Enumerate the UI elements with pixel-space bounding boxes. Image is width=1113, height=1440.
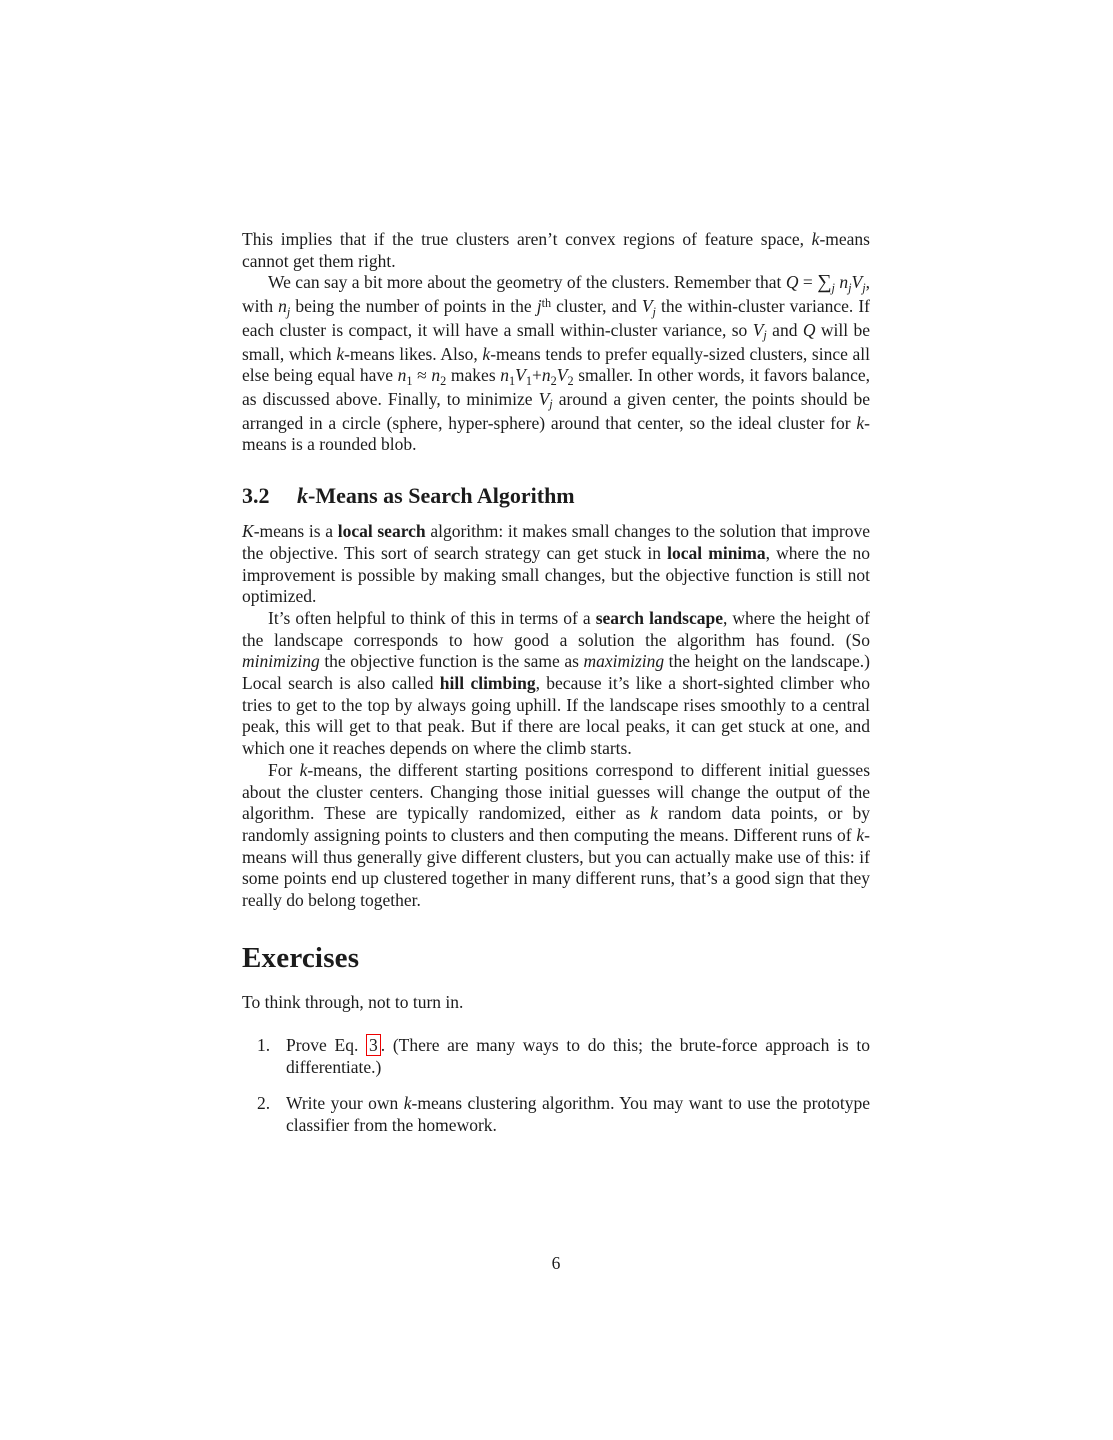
math-run: j [536,296,542,317]
paragraph [242,521,870,608]
math-run: n [500,365,510,386]
text-run: the objective function is the same as [319,651,584,672]
list-item-body [286,1093,870,1135]
math-run: Q [802,319,816,340]
text-run: , where the height of the landscape corresponds to how good a solution the algorithm has found. (So [242,607,870,650]
text-run: local minima [667,542,766,563]
paragraph [242,272,870,456]
math-run: k [650,803,658,824]
math-run: j [286,304,291,319]
math-run: n [839,272,849,293]
text-run: 1 [525,373,532,388]
math-run: j [848,280,852,295]
text-run: will be small, which [242,319,870,364]
text-run: the within-cluster variance. If each cluster is compact, it will have a small within-cluster variance, so [242,296,870,340]
text-run: the height on the landscape.) Local search is also called [242,651,870,694]
math-run: j [831,280,835,295]
text-run: smaller. In other words, it favors balance, as discussed above. Finally, to minimize [242,365,870,409]
math-run: V [515,365,526,386]
math-run: n [397,365,407,386]
text-run: 2 [440,373,447,388]
text-run: -means, the different starting positions correspond to different initial guesses about the cluster centers. Changing those initial guesses will change the output of the algorithm. These are typically randomized, either as [242,759,871,824]
text-run: makes [446,365,501,386]
math-run: n [431,365,441,386]
math-run: k [403,1093,412,1114]
text-run: 1 [509,373,516,388]
math-run: k [856,824,865,845]
equation-ref-link[interactable]: 3 [366,1034,381,1056]
text-run: around a given center, the points should be arranged in a circle (sphere, hyper-sphere) around that center, so the ideal cluster for [242,388,870,433]
text-run: Prove Eq. [286,1034,367,1055]
text-run: To think through, not to turn in. [242,992,464,1013]
math-run: k [856,412,865,433]
math-run: V [752,319,764,340]
text-run: search landscape [595,607,723,628]
math-run: j [763,328,767,343]
page-number: 6 [551,1253,561,1273]
list-item-number: 2. [257,1093,271,1114]
text-run: 1 [406,373,413,388]
text-run: -means tends to prefer equally-sized clusters, since all else being equal have [242,343,870,386]
text-run: Exercises [242,941,360,974]
math-run: V [538,388,550,409]
text-run: -means clustering algorithm. You may want to use the prototype classifier from the homework. [286,1093,870,1136]
text-run: . (There are many ways to do this; the brute-force approach is to differentiate.) [286,1034,870,1077]
math-run: k [299,759,308,780]
text-run: local search [337,521,426,542]
text-run: , where the no improvement is possible by making small changes, but the objective function is still not optimized. [242,542,870,607]
text-run: = [798,272,818,293]
text-run: , with [242,272,871,317]
list-item [242,1093,870,1136]
math-run: K [242,521,254,542]
list-item [242,1035,870,1078]
text-run: 2 [550,373,557,388]
text-run: We can say a bit more about the geometry of the clusters. Remember that [268,272,786,293]
text-run: cluster, and [551,296,642,317]
math-run: Q [785,272,799,293]
text-run: ≈ [412,365,432,386]
text-run: -means is a rounded blob. [242,412,870,455]
text-run: -Means as Search Algorithm [308,483,575,509]
text-run: maximizing [583,651,665,672]
text-run: being the number of points in the [290,296,537,317]
document-body [242,229,870,1152]
text-run: algorithm: it makes small changes to the solution that improve the objective. This sort of search strategy can get stuck in [242,521,870,563]
text-run: + [532,365,542,386]
math-run: k [811,229,820,249]
text-run: th [541,295,552,310]
text-run: -means will thus generally give different clusters, but you can actually make use of this: if some points end up clustered together in many different runs, that’s a good sign that they really do belong together. [242,824,870,911]
text-run: random data points, or by randomly assigning points to clusters and then computing the means. Different runs of [242,803,871,845]
text-run: , because it’s like a short-sighted climber who tries to get to the top by always going uphill. If the landscape rises smoothly to a central peak, this will get to that peak. But if there are local peaks, it can get stuck at one, and which one it reaches depends on where the climb starts. [242,673,870,759]
text-run: Write your own [286,1093,404,1114]
list-item-body [286,1034,870,1077]
math-run: j [862,280,866,295]
text-run: -means cannot get them right. [242,229,870,271]
paragraph [242,608,870,760]
math-run: j [652,304,656,319]
text-run: hill climbing [439,673,536,694]
math-run: k [336,343,345,364]
text-run: -means likes. Also, [344,343,483,364]
math-run: V [851,272,863,293]
text-run: It’s often helpful to think of this in terms of a [268,607,596,628]
text-run: minimizing [242,651,320,672]
math-run: k [482,343,491,364]
text-run: For [268,759,300,780]
paragraph [242,992,870,1014]
math-run: V [641,296,653,317]
text-run: This implies that if the true clusters aren’t convex regions of feature space, [242,229,812,249]
paragraph [242,229,870,272]
section-heading [242,943,870,973]
text-run: and [766,319,803,340]
list-item-number: 1. [257,1034,271,1055]
math-run: n [278,296,287,317]
math-run: V [556,365,568,386]
exercise-list [242,1035,870,1137]
paragraph [242,760,870,912]
math-run: j [549,397,553,412]
text-run: -means is a [253,521,338,542]
subsection-heading [242,484,870,507]
text-run: 2 [567,373,574,388]
text-run: ∑ [817,271,832,294]
text-run: k [297,483,308,509]
subsection-number: 3.2 [242,483,270,509]
math-run: n [541,365,551,386]
